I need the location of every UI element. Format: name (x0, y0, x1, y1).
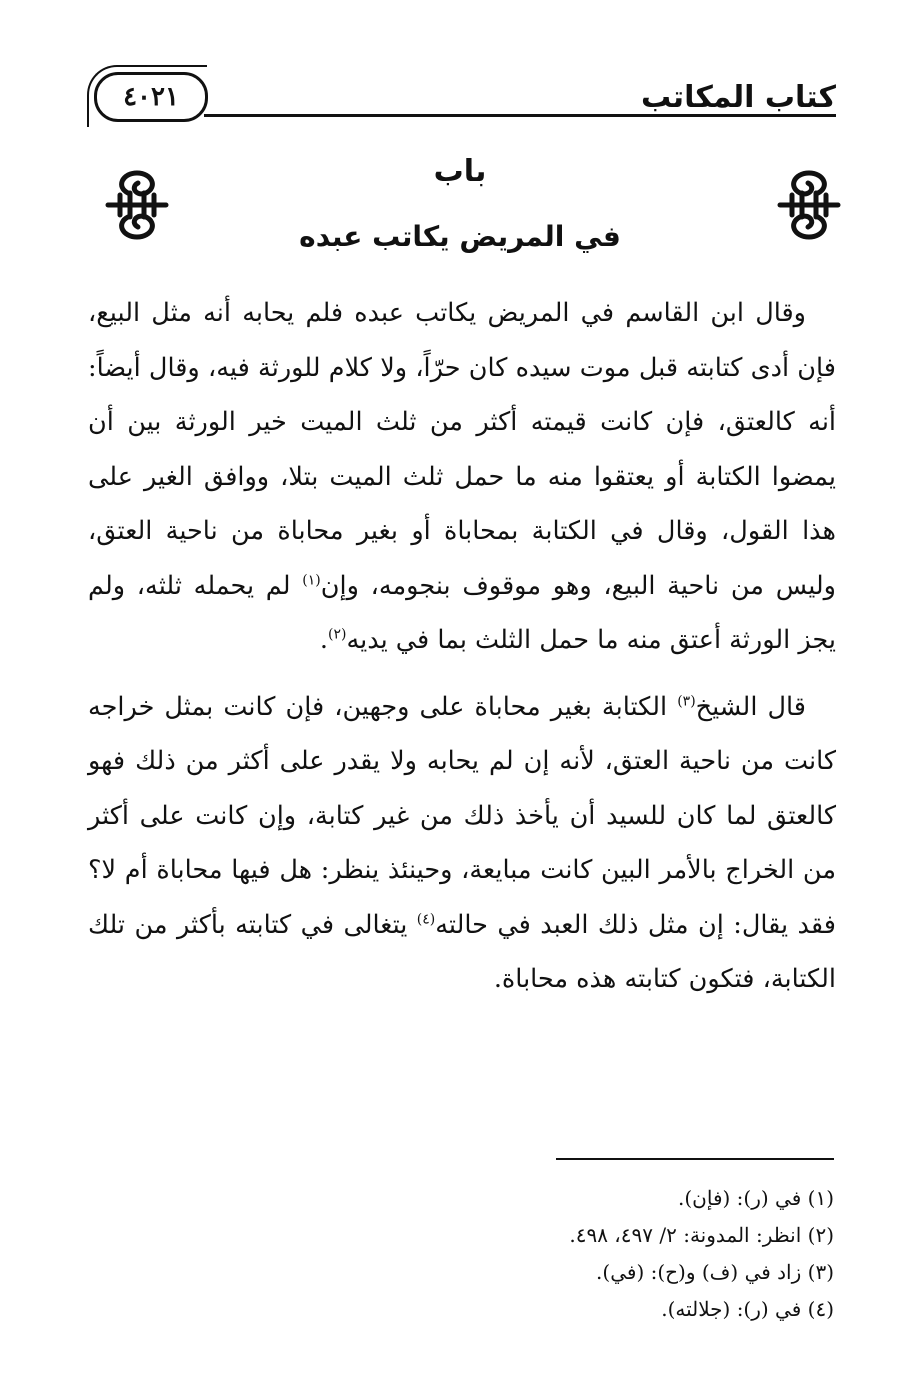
text-run: الكتابة بغير محاباة على وجهين، فإن كانت بمثل خراجه كانت من ناحية العتق، لأنه إن لم يحابه ولا يقدر على أكثر من ذلك فهو كالعتق لما كان للسيد أن يأخذ ذلك من غير كتابة، وإن كانت على أكثر من الخراج بالأمر البين كانت مبايعة، وحينئذ ينظر: هل فيها محاباة أم لا؟ فقد يقال: إن مثل ذلك العبد في حالته (88, 691, 837, 940)
footnotes (88, 1180, 834, 1328)
text-run: لم يحمله ثلثه، ولم يجز الورثة أعتق منه ما حمل الثلث بما في يديه (88, 570, 836, 655)
chapter-label: باب (433, 154, 487, 189)
footnote: (٤) في (ر): (جلالته). (661, 1297, 834, 1321)
page-number: ٤٠٢١ (94, 72, 208, 122)
footnote: (١) في (ر): (فإن). (678, 1186, 834, 1210)
page-header (88, 58, 836, 128)
paragraph (88, 680, 836, 1007)
book-title: كتاب المكاتب (641, 80, 836, 115)
body-text (88, 286, 836, 1007)
footnote-ref: (٢) (327, 626, 347, 643)
text-run: وقال ابن القاسم في المريض يكاتب عبده فلم يحابه أنه مثل البيع، فإن أدى كتابته قبل موت سيده كان حرّاً، ولا كلام للورثة فيه، وقال أيضاً: أنه كالعتق، فإن كانت قيمته أكثر من ثلث الميت خير الورثة بين أن يمضوا الكتابة أو يعتقوا منه ما حمل ثلث الميت بتلا، ووافق الغير على هذا القول، وقال في الكتابة بمحاباة أو بغير محاباة من ناحية العتق، وليس من ناحية البيع، وهو موقوف بنجومه، وإن (88, 298, 836, 601)
footnote-rule (556, 1158, 834, 1160)
text-run: قال الشيخ (695, 691, 806, 722)
text-run: . (319, 625, 328, 655)
footnote: (٢) انظر: المدونة: ٢/ ٤٩٧، ٤٩٨. (569, 1223, 834, 1247)
header-rule (204, 114, 836, 117)
footnote: (٣) زاد في (ف) و(ح): (في). (596, 1260, 834, 1284)
footnote-ref: (٤) (416, 911, 436, 927)
chapter-title: في المريض يكاتب عبده (299, 220, 621, 253)
footnote-ref: (٣) (677, 693, 696, 709)
paragraph (88, 286, 836, 668)
text-run: يتغالى في كتابته بأكثر من تلك الكتابة، فتكون كتابته هذه محاباة. (88, 909, 836, 994)
footnote-ref: (١) (302, 572, 321, 588)
